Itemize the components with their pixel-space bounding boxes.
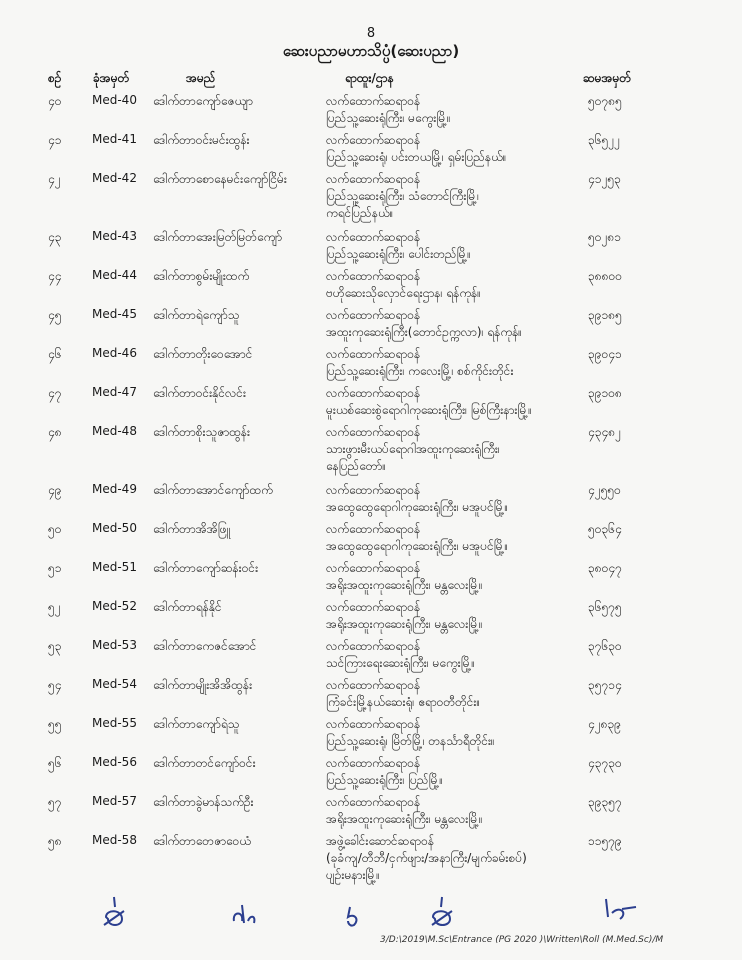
position-cell <box>326 268 481 302</box>
name-cell: ဒေါက်တာအိအိဖြူ <box>153 522 231 536</box>
position-line: အထူးကုဆေးရုံကြီး(တောင်ဥက္ကလာ)၊ ရန်ကုန်။ <box>326 325 522 339</box>
position-line: လက်ထောက်ဆရာဝန် <box>326 600 421 614</box>
roll-number-cell: ၄၂၈၃၉ <box>588 717 621 731</box>
position-line: လက်ထောက်ဆရာဝန် <box>326 94 421 108</box>
roll-number-cell: ၅၀၃၆၄ <box>588 522 622 536</box>
seat-number-cell: Med-52 <box>92 599 137 613</box>
position-line: သင်ကြားရေးဆေးရုံကြီး၊ မကွေးမြို့။ <box>326 656 476 670</box>
roll-number-cell: ၃၉၀၄၁ <box>588 347 622 361</box>
signature-4 <box>424 895 460 931</box>
position-line: ပြည်သူ့ဆေးရုံကြီး၊ မကွေးမြို့။ <box>326 111 451 125</box>
position-line: လက်ထောက်ဆရာဝန် <box>326 308 421 322</box>
signature-2 <box>228 899 262 929</box>
roll-number-cell: ၃၆၅၇၅ <box>588 600 622 614</box>
position-cell <box>326 132 506 166</box>
header-serial: စဉ် <box>48 71 62 85</box>
roll-number-cell: ၁၁၅၇၉ <box>588 834 622 848</box>
position-cell <box>326 599 483 633</box>
serial-cell: ၄၇ <box>48 386 62 400</box>
seat-number-cell: Med-40 <box>92 93 137 107</box>
roll-number-cell: ၄၂၅၅၀ <box>588 483 621 497</box>
seat-number-cell: Med-49 <box>92 482 137 496</box>
signature-1 <box>98 895 134 931</box>
position-line: မူးယစ်ဆေးစွဲရောဂါကုဆေးရုံကြီး၊ မြစ်ကြီးနားမြို့။ <box>326 403 532 417</box>
position-line: သားဖွားမီးယပ်ရောဂါအထူးကုဆေးရုံကြီး၊ <box>326 442 500 456</box>
header-name: အမည် <box>186 71 216 85</box>
name-cell: ဒေါက်တာဝင်းနိုင်လင်း <box>153 386 246 400</box>
position-line: လက်ထောက်ဆရာဝန် <box>326 756 421 770</box>
name-cell: ဒေါက်တာတင်ကျော်ဝင်း <box>153 756 256 770</box>
position-cell <box>326 424 500 475</box>
position-line: လက်ထောက်ဆရာဝန် <box>326 230 421 244</box>
seat-number-cell: Med-48 <box>92 424 137 438</box>
serial-cell: ၅၆ <box>48 756 62 770</box>
position-line: လက်ထောက်ဆရာဝန် <box>326 678 421 692</box>
name-cell: ဒေါက်တာရန်နိုင် <box>153 600 222 614</box>
name-cell: ဒေါက်တာကျော်ဆန်းဝင်း <box>153 561 259 575</box>
name-cell: ဒေါက်တာအောင်ကျော်ထက် <box>153 483 273 497</box>
position-cell <box>326 482 508 516</box>
serial-cell: ၅၅ <box>48 717 62 731</box>
seat-number-cell: Med-41 <box>92 132 137 146</box>
serial-cell: ၅၄ <box>48 678 62 692</box>
name-cell: ဒေါက်တာမျိုးအိအိထွန်း <box>153 678 253 692</box>
serial-cell: ၅၇ <box>48 795 62 809</box>
seat-number-cell: Med-53 <box>92 638 137 652</box>
name-cell: ဒေါက်တာကေဇင်အောင် <box>153 639 257 653</box>
serial-cell: ၄၉ <box>48 483 62 497</box>
position-line: ပျဉ်းမနားမြို့။ <box>326 868 380 882</box>
seat-number-cell: Med-43 <box>92 229 137 243</box>
seat-number-cell: Med-54 <box>92 677 137 691</box>
position-line: ဗဟိုဆေးသိုလှောင်ရေးဌာန၊ ရန်ကုန်။ <box>326 286 481 300</box>
name-cell: ဒေါက်တာတိုးဝေအောင် <box>153 347 253 361</box>
seat-number-cell: Med-50 <box>92 521 137 535</box>
name-cell: ဒေါက်တာတေဇာဝေယံ <box>153 834 251 848</box>
position-line: ပြည်သူ့ဆေးရုံ၊ မြိတ်မြို့၊ တနင်္သာရီတိုင်း။ <box>326 734 495 748</box>
name-cell: ဒေါက်တာစိုးသူဇာထွန်း <box>153 425 251 439</box>
position-cell <box>326 229 471 263</box>
position-cell <box>326 560 483 594</box>
position-line: လက်ထောက်ဆရာဝန် <box>326 133 421 147</box>
serial-cell: ၅၈ <box>48 834 62 848</box>
header-position: ရာထူး/ဌာန <box>345 71 394 85</box>
position-line: အရိုးအထူးကုဆေးရုံကြီး၊ မန္တလေးမြို့။ <box>326 812 483 826</box>
name-cell: ဒေါက်တာစွမ်းမျိုးထက် <box>153 269 250 283</box>
name-cell: ဒေါက်တာစောနေမင်းကျော်ငြိမ်း <box>153 172 287 186</box>
roll-number-cell: ၃၉၁၀၈ <box>588 386 622 400</box>
position-line: အဖွဲ့ခေါင်းဆောင်ဆရာဝန် <box>326 834 435 848</box>
roll-number-cell: ၃၉၁၈၅ <box>588 308 622 322</box>
serial-cell: ၄၃ <box>48 230 62 244</box>
position-line: ပြည်သူ့ဆေးရုံကြီး၊ သံတောင်ကြီးမြို့၊ <box>326 189 479 203</box>
seat-number-cell: Med-56 <box>92 755 137 769</box>
position-line: လက်ထောက်ဆရာဝန် <box>326 561 421 575</box>
signature-row <box>0 895 742 935</box>
position-line: လက်ထောက်ဆရာဝန် <box>326 795 421 809</box>
name-cell: ဒေါက်တာရဲကျော်သူ <box>153 308 240 322</box>
seat-number-cell: Med-55 <box>92 716 137 730</box>
seat-number-cell: Med-57 <box>92 794 137 808</box>
position-cell <box>326 346 514 380</box>
roll-number-cell: ၃၆၅၂၂ <box>588 133 621 147</box>
position-cell <box>326 638 475 672</box>
position-line: ပြည်သူ့ဆေးရုံကြီး၊ ပေါင်းတည်မြို့။ <box>326 247 471 261</box>
footer-file-path: 3/D:\2019\M.Sc\Entrance (PG 2020 )\Written\Roll (M.Med.Sc)/M <box>380 935 664 945</box>
serial-cell: ၄၂ <box>48 172 61 186</box>
serial-cell: ၄၆ <box>48 347 62 361</box>
position-cell <box>326 794 483 828</box>
seat-number-cell: Med-58 <box>92 833 137 847</box>
serial-cell: ၅၂ <box>48 600 61 614</box>
roll-number-cell: ၄၁၂၅၃ <box>588 172 621 186</box>
signature-3 <box>340 903 368 931</box>
position-line: ပြည်သူ့ဆေးရုံ၊ ပင်းတယမြို့၊ ရှမ်းပြည်နယ်။ <box>326 150 507 164</box>
position-line: အထွေထွေရောဂါကုဆေးရုံကြီး၊ မအူပင်မြို့။ <box>326 539 509 553</box>
seat-number-cell: Med-46 <box>92 346 137 360</box>
name-cell: ဒေါက်တာအေးမြတ်မြတ်ကျော် <box>153 230 283 244</box>
name-cell: ဒေါက်တာဝင်းမင်းထွန်း <box>153 133 250 147</box>
position-cell <box>326 833 527 884</box>
roll-number-cell: ၃၈၀၄၇ <box>588 561 622 575</box>
position-cell <box>326 385 532 419</box>
header-seat-number: ခုံအမှတ် <box>93 71 130 85</box>
position-line: လက်ထောက်ဆရာဝန် <box>326 522 421 536</box>
name-cell: ဒေါက်တာကျော်ဇေယျာ <box>153 94 253 108</box>
roll-number-cell: ၃၈၈၀၀ <box>588 269 622 283</box>
position-line: ကြံခင်းမြို့နယ်ဆေးရုံ၊ ဧရာဝတီတိုင်း။ <box>326 695 481 709</box>
position-cell <box>326 93 451 127</box>
serial-cell: ၅၃ <box>48 639 62 653</box>
roll-number-cell: ၄၃၄၈၂ <box>588 425 621 439</box>
position-cell <box>326 307 522 341</box>
position-cell <box>326 716 495 750</box>
roll-number-cell: ၃၉၃၅၇ <box>588 795 622 809</box>
serial-cell: ၄၁ <box>48 133 62 147</box>
seat-number-cell: Med-51 <box>92 560 137 574</box>
position-line: နေပြည်တော်။ <box>326 459 386 473</box>
position-line: လက်ထောက်ဆရာဝန် <box>326 386 421 400</box>
serial-cell: ၅၀ <box>48 522 62 536</box>
serial-cell: ၅၁ <box>48 561 62 575</box>
roll-number-cell: ၅၀၂၈၁ <box>588 230 621 244</box>
serial-cell: ၄၈ <box>48 425 62 439</box>
header-roll-number: ဆမအမှတ် <box>583 71 632 85</box>
serial-cell: ၄၅ <box>48 308 62 322</box>
position-line: အရိုးအထူးကုဆေးရုံကြီး၊ မန္တလေးမြို့။ <box>326 617 483 631</box>
seat-number-cell: Med-42 <box>92 171 137 185</box>
position-line: ကရင်ပြည်နယ်။ <box>326 206 394 220</box>
serial-cell: ၄၄ <box>48 269 62 283</box>
name-cell: ဒေါက်တာကျော်ရဲသူ <box>153 717 240 731</box>
position-cell <box>326 755 443 789</box>
position-line: လက်ထောက်ဆရာဝန် <box>326 425 421 439</box>
position-cell <box>326 171 479 222</box>
position-line: ပြည်သူ့ဆေးရုံကြီး၊ ကလေးမြို့၊ စစ်ကိုင်းတိုင်း <box>326 364 514 378</box>
serial-cell: ၄၀ <box>48 94 62 108</box>
position-line: လက်ထောက်ဆရာဝန် <box>326 172 421 186</box>
position-line: လက်ထောက်ဆရာဝန် <box>326 717 421 731</box>
page-title: ဆေးပညာမဟာသိပ္ပံ(ဆေးပညာ) <box>282 42 460 60</box>
position-line: လက်ထောက်ဆရာဝန် <box>326 269 421 283</box>
roll-number-cell: ၃၇၆၃၀ <box>588 639 622 653</box>
signature-5 <box>598 897 640 927</box>
position-cell <box>326 677 480 711</box>
position-line: လက်ထောက်ဆရာဝန် <box>326 347 421 361</box>
position-line: လက်ထောက်ဆရာဝန် <box>326 639 421 653</box>
position-cell <box>326 521 508 555</box>
position-line: လက်ထောက်ဆရာဝန် <box>326 483 421 497</box>
position-line: အရိုးအထူးကုဆေးရုံကြီး၊ မန္တလေးမြို့။ <box>326 578 483 592</box>
seat-number-cell: Med-47 <box>92 385 137 399</box>
position-line: အထွေထွေရောဂါကုဆေးရုံကြီး၊ မအူပင်မြို့။ <box>326 500 509 514</box>
name-cell: ဒေါက်တာခွဲမာန်သက်ဦး <box>153 795 254 809</box>
seat-number-cell: Med-45 <box>92 307 137 321</box>
position-line: (ခုခံကျ/တီဘီ/ငှက်ဖျား/အနာကြီး/မျက်ခမ်းစပ်) <box>326 851 527 865</box>
seat-number-cell: Med-44 <box>92 268 137 282</box>
roll-number-cell: ၃၅၇၁၄ <box>588 678 622 692</box>
page-number: 8 <box>366 26 376 41</box>
position-line: ပြည်သူ့ဆေးရုံကြီး၊ ပြည်မြို့။ <box>326 773 443 787</box>
roll-number-cell: ၅၀၇၈၅ <box>588 94 622 108</box>
roll-number-cell: ၄၃၇၃၀ <box>588 756 622 770</box>
